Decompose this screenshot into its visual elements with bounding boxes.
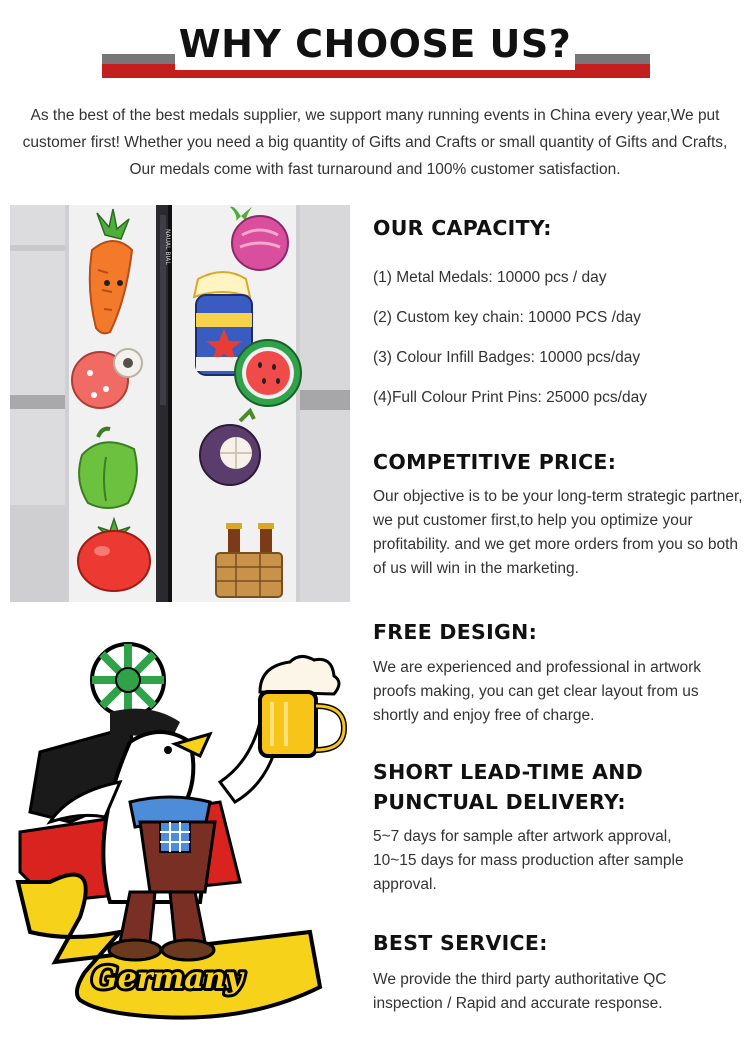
leadtime-line-3: approval. xyxy=(373,876,437,893)
germany-label: Germany xyxy=(92,961,243,996)
fridge-magnets-photo xyxy=(10,205,350,602)
price-heading: COMPETITIVE PRICE: xyxy=(373,450,617,474)
leadtime-heading-line2: PUNCTUAL DELIVERY: xyxy=(373,790,626,814)
title-banner xyxy=(0,0,750,90)
page-title: WHY CHOOSE US? xyxy=(178,22,572,66)
capacity-item-2: (2) Custom key chain: 10000 PCS /day xyxy=(373,309,641,326)
capacity-heading: OUR CAPACITY: xyxy=(373,216,552,240)
leadtime-line-2: 10~15 days for mass production after sample xyxy=(373,852,684,869)
germany-magnet-illustration xyxy=(10,632,350,1032)
capacity-item-3: (3) Colour Infill Badges: 10000 pcs/day xyxy=(373,349,641,366)
design-heading: FREE DESIGN: xyxy=(373,620,538,644)
service-line-1: We provide the third party authoritative QC xyxy=(373,971,667,988)
service-line-2: inspection / Rapid and accurate response. xyxy=(373,995,663,1012)
leadtime-heading-line1: SHORT LEAD-TIME AND xyxy=(373,760,644,784)
service-heading: BEST SERVICE: xyxy=(373,931,548,955)
beer-mug-icon xyxy=(260,656,344,756)
design-paragraph: We are experienced and professional in artwork proofs making, you can get clear layout from us shortly and enjoy free of charge. xyxy=(373,659,701,724)
hat-pompom xyxy=(92,644,164,716)
intro-paragraph: As the best of the best medals supplier, we support many running events in China every year,We put customer first! Whether you need a big quantity of Gifts and Crafts or small quantity of Gifts and Crafts, Our medals come with fast turnaround and 100% customer satisfaction. xyxy=(22,107,728,178)
capacity-item-1: (1) Metal Medals: 10000 pcs / day xyxy=(373,269,607,286)
fridge-brand-text: NAUAL BIAL xyxy=(164,229,171,265)
price-paragraph: Our objective is to be your long-term strategic partner, we put customer first,to help you optimize your profitability. and we get more orders from you so both of us will win in the marketing. xyxy=(373,488,743,577)
leadtime-line-1: 5~7 days for sample after artwork approval, xyxy=(373,828,672,845)
capacity-item-4: (4)Full Colour Print Pins: 25000 pcs/day xyxy=(373,389,647,406)
watermelon-magnet xyxy=(235,340,301,406)
